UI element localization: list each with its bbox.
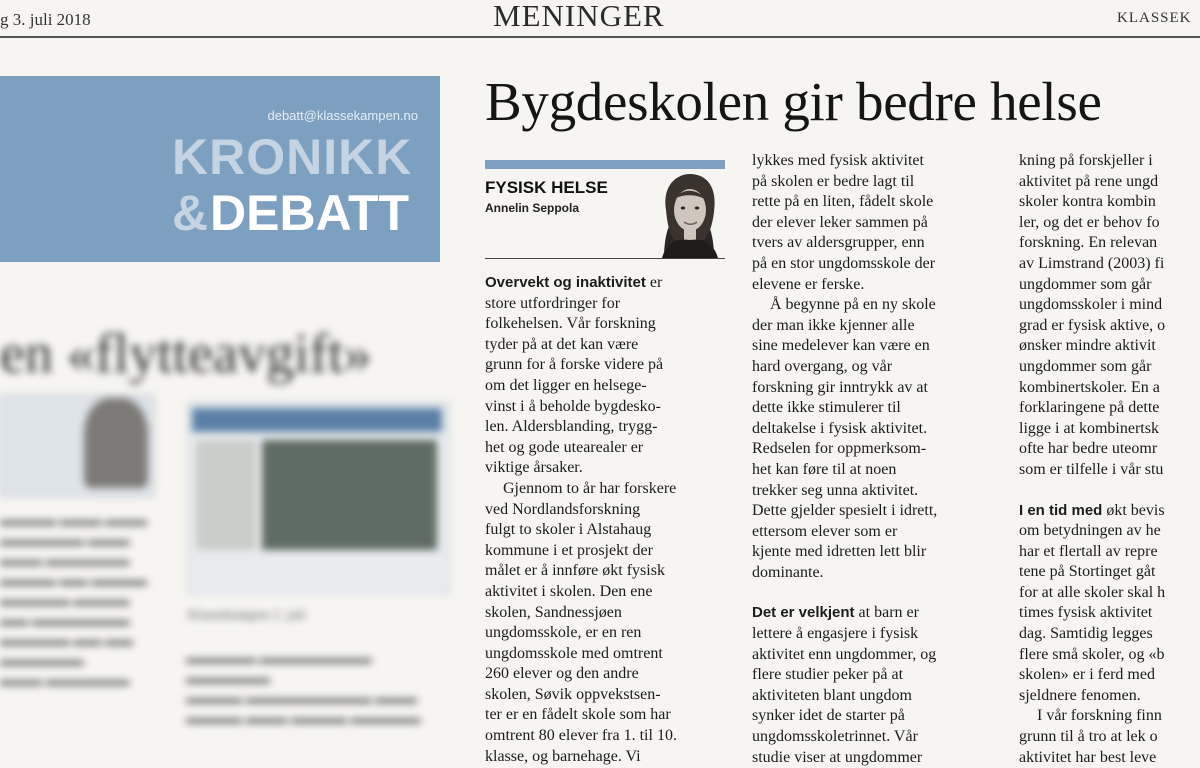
- line-text: 260 elever og den andre: [485, 665, 639, 683]
- debatt-label: DEBATT: [210, 185, 410, 241]
- line-text: folkehelsen. Vår forskning: [485, 315, 656, 333]
- line-text: I vår forskning finn: [1037, 707, 1162, 725]
- ampersand-label: &: [172, 185, 209, 241]
- article-line: [1019, 706, 1200, 727]
- author-name: Annelin Seppola: [485, 201, 580, 215]
- blurred-clipping-text: [196, 440, 256, 550]
- line-text: dominante.: [752, 563, 824, 581]
- article-line: [1019, 562, 1200, 583]
- line-text: kjente med idretten lett blir: [752, 543, 927, 561]
- article-line: [1019, 542, 1200, 563]
- line-text: flere studier peker på at: [752, 666, 904, 684]
- article-line: [752, 563, 1002, 584]
- debate-email: debatt@klassekampen.no: [267, 108, 418, 123]
- line-text: at barn er: [854, 604, 919, 622]
- line-text: ungdomsskoletrinnet. Vår: [752, 728, 918, 746]
- article-column-3: [1019, 151, 1200, 768]
- article-line: [752, 542, 1002, 563]
- line-text: ungdommer som går: [1019, 357, 1152, 375]
- article-line: [485, 582, 735, 603]
- line-text: Å begynne på en ny skole: [770, 296, 936, 314]
- article-line: [1019, 583, 1200, 604]
- line-text: tene på Stortinget gåt: [1019, 563, 1156, 581]
- line-text: len. Aldersblanding, trygg-: [485, 418, 658, 436]
- line-text: trekker seg unna aktivitet.: [752, 481, 919, 499]
- line-text: der elever leker sammen på: [752, 213, 928, 231]
- article-line: [485, 705, 735, 726]
- paragraph-gap: [752, 583, 1002, 603]
- article-line: [485, 664, 735, 685]
- line-text: ler, og det er behov fo: [1019, 213, 1160, 231]
- article-line: [485, 376, 735, 397]
- line-text: aktivitet på rene ungd: [1019, 172, 1159, 190]
- article-line: [752, 439, 1002, 460]
- line-text: der man ikke kjenner alle: [752, 316, 915, 334]
- article-line: [485, 355, 735, 376]
- article-line: [752, 172, 1002, 193]
- line-text: ettersom elever som er: [752, 522, 898, 540]
- line-text: elevene er ferske.: [752, 275, 865, 293]
- article-title: Bygdeskolen gir bedre helse: [485, 71, 1102, 132]
- line-text: forskning. En relevan: [1019, 234, 1158, 252]
- article-line: [485, 685, 735, 706]
- line-text: lykkes med fysisk aktivitet: [752, 152, 924, 169]
- article-line: [752, 419, 1002, 440]
- article-line: [1019, 686, 1200, 707]
- line-text: som er tilfelle i vår stu: [1019, 460, 1164, 478]
- article-line: [485, 603, 735, 624]
- line-text: Gjennom to år har forskere: [503, 479, 677, 497]
- line-text: viktige årsaker.: [485, 459, 583, 477]
- line-text: om betydningen av he: [1019, 522, 1161, 540]
- article-line: [1019, 233, 1200, 254]
- article-line: [1019, 151, 1200, 172]
- line-text: har et flertall av repre: [1019, 542, 1158, 560]
- blurred-headline: en «flytteavgift»: [0, 323, 372, 385]
- line-text: rette på en liten, fådelt skole: [752, 193, 934, 211]
- paragraph-gap: [1019, 481, 1200, 501]
- blurred-text-column-2: ▬▬▬▬▬ ▬▬▬▬▬▬▬▬ ▬▬▬▬▬▬ ▬▬▬▬ ▬▬▬▬▬▬▬▬▬ ▬▬▬ ▬▬▬▬ ▬▬▬ ▬▬▬▬ ▬▬▬▬▬: [186, 652, 421, 727]
- article-line: [752, 254, 1002, 275]
- line-text: hard overgang, og vår: [752, 357, 893, 375]
- line-text: fulgt to skoler i Alstahaug: [485, 521, 652, 539]
- article-line: [485, 458, 735, 479]
- blurred-clipping-header: [192, 408, 442, 432]
- article-line: [752, 357, 1002, 378]
- article-line: [752, 151, 1002, 172]
- article-line: [485, 541, 735, 562]
- line-text: skolen, Søvik oppvekstsen-: [485, 685, 661, 703]
- article-line: [1019, 521, 1200, 542]
- line-text: ved Nordlandsforskning: [485, 500, 641, 518]
- line-text: ungdomsskole med omtrent: [485, 644, 663, 662]
- article-line: [752, 665, 1002, 686]
- article-line: [1019, 665, 1200, 686]
- line-text: sjeldnere fenomen.: [1019, 686, 1141, 704]
- line-text: grunn for å forske videre på: [485, 356, 664, 374]
- byline-accent-bar: [485, 160, 725, 169]
- paragraph-lead: I en tid med: [1019, 501, 1103, 519]
- article-line: [485, 623, 735, 644]
- line-text: skoler kontra kombin: [1019, 193, 1156, 211]
- line-text: ungdommer som går: [1019, 275, 1152, 293]
- author-portrait: [652, 170, 726, 258]
- article-line: [752, 603, 1002, 624]
- kronikk-debatt-box: [0, 76, 440, 262]
- page-date: g 3. juli 2018: [0, 10, 91, 29]
- article-line: [485, 417, 735, 438]
- line-text: forklaringene på dette: [1019, 399, 1160, 417]
- article-line: [485, 294, 735, 315]
- line-text: ligge i at kombinertsk: [1019, 419, 1159, 437]
- paragraph-lead: Det er velkjent: [752, 604, 855, 622]
- article-line: [485, 335, 735, 356]
- kronikk-label: KRONIKK: [172, 129, 413, 185]
- blurred-text-column: ▬▬▬▬ ▬▬▬ ▬▬▬ ▬▬▬▬▬▬ ▬▬▬ ▬▬▬ ▬▬▬▬▬▬ ▬▬▬▬ ▬▬ ▬▬▬▬ ▬▬▬▬▬ ▬▬▬▬ ▬▬ ▬▬▬▬▬▬▬ ▬▬▬▬▬ ▬▬ ▬▬ ▬▬▬▬▬▬ ▬▬▬ ▬▬▬▬▬▬: [0, 514, 147, 689]
- line-text: het og gode utearealer er: [485, 438, 644, 456]
- line-text: om det ligger en helsege-: [485, 376, 647, 394]
- line-text: økt bevis: [1102, 501, 1165, 519]
- article-line: [1019, 172, 1200, 193]
- newspaper-name: KLASSEK: [1117, 10, 1192, 26]
- line-text: ofte har bedre uteomr: [1019, 440, 1158, 458]
- article-line: [1019, 378, 1200, 399]
- article-line: [752, 398, 1002, 419]
- article-line: [1019, 748, 1200, 768]
- article-line: [752, 275, 1002, 296]
- line-text: skolen» er i ferd med: [1019, 666, 1155, 684]
- line-text: tyder på at det kan være: [485, 335, 639, 353]
- article-line: [752, 336, 1002, 357]
- line-text: aktivitet i skolen. Den ene: [485, 582, 653, 600]
- article-line: [485, 314, 735, 335]
- article-line: [1019, 336, 1200, 357]
- line-text: kombinertskoler. En a: [1019, 378, 1160, 396]
- article-line: [752, 645, 1002, 666]
- article-line: [752, 727, 1002, 748]
- article-line: [1019, 603, 1200, 624]
- line-text: forskning gir inntrykk av at: [752, 378, 928, 396]
- line-text: er: [645, 274, 663, 291]
- article-line: [1019, 727, 1200, 748]
- header-divider: [0, 36, 1200, 38]
- article-line: [1019, 419, 1200, 440]
- article-line: [1019, 501, 1200, 522]
- article-line: [1019, 316, 1200, 337]
- byline-topic: FYSISK HELSE: [485, 178, 608, 197]
- article-line: [1019, 645, 1200, 666]
- article-line: [1019, 192, 1200, 213]
- line-text: Redselen for oppmerksom-: [752, 440, 927, 458]
- line-text: aktivitet enn ungdommer, og: [752, 645, 937, 663]
- article-line: [1019, 213, 1200, 234]
- article-column-2: [752, 151, 1002, 768]
- article-line: [752, 316, 1002, 337]
- line-text: store utfordringer for: [485, 294, 621, 312]
- article-line: [1019, 357, 1200, 378]
- article-line: [752, 522, 1002, 543]
- line-text: klasse, og barnehage. Vi: [485, 747, 641, 765]
- article-line: [752, 481, 1002, 502]
- line-text: ter er en fådelt skole som har: [485, 706, 671, 724]
- article-line: [1019, 254, 1200, 275]
- line-text: vinst i å beholde bygdesko-: [485, 397, 661, 415]
- line-text: grunn til å tro at lek o: [1019, 728, 1158, 746]
- line-text: aktiviteten blant ungdom: [752, 686, 912, 704]
- article-line: [752, 233, 1002, 254]
- article-line: [485, 644, 735, 665]
- article-line: [752, 213, 1002, 234]
- article-line: [752, 460, 1002, 481]
- article-line: [1019, 295, 1200, 316]
- article-line: [1019, 398, 1200, 419]
- line-text: ønsker mindre aktivit: [1019, 337, 1156, 355]
- article-line: [1019, 624, 1200, 645]
- article-line: [485, 479, 735, 500]
- line-text: sine medelever kan være en: [752, 337, 930, 355]
- article-line: [752, 295, 1002, 316]
- line-text: aktivitet har best leve: [1019, 748, 1157, 766]
- article-line: [752, 748, 1002, 768]
- paragraph-lead: Overvekt og inaktivitet: [485, 274, 646, 291]
- line-text: synker idet de starter på: [752, 707, 905, 725]
- blurred-caption: Klassekampen 2. juli: [188, 608, 306, 623]
- line-text: ungdomsskoler i mind: [1019, 296, 1163, 314]
- line-text: grad er fysisk aktive, o: [1019, 316, 1166, 334]
- article-line: [752, 501, 1002, 522]
- line-text: het kan føre til at noen: [752, 460, 897, 478]
- line-text: kommune i et prosjekt der: [485, 541, 653, 559]
- line-text: omtrent 80 elever fra 1. til 10.: [485, 727, 677, 745]
- line-text: målet er å innføre økt fysisk: [485, 562, 665, 580]
- section-title: MENINGER: [493, 0, 665, 33]
- line-text: lettere å engasjere i fysisk: [752, 625, 919, 643]
- line-text: times fysisk aktivitet: [1019, 604, 1153, 622]
- article-line: [752, 378, 1002, 399]
- article-line: [485, 438, 735, 459]
- line-text: av Limstrand (2003) fi: [1019, 254, 1165, 272]
- line-text: på en stor ungdomsskole der: [752, 254, 936, 272]
- line-text: deltakelse i fysisk aktivitet.: [752, 419, 928, 437]
- line-text: for at alle skoler skal h: [1019, 583, 1166, 601]
- line-text: skolen, Sandnessjøen: [485, 603, 622, 621]
- line-text: tvers av aldersgrupper, enn: [752, 234, 925, 252]
- article-line: [485, 561, 735, 582]
- article-line: [485, 726, 735, 747]
- article-line: [752, 686, 1002, 707]
- line-text: kning på forskjeller i: [1019, 152, 1153, 169]
- blurred-author-photo: [84, 398, 148, 488]
- line-text: studie viser at ungdommer: [752, 748, 923, 766]
- line-text: dag. Samtidig legges: [1019, 625, 1153, 643]
- article-line: [1019, 275, 1200, 296]
- article-column-1: [485, 273, 735, 767]
- article-line: [752, 624, 1002, 645]
- article-line: [485, 520, 735, 541]
- line-text: Dette gjelder spesielt i idrett,: [752, 502, 938, 520]
- line-text: dette ikke stimulerer til: [752, 399, 901, 417]
- line-text: på skolen er bedre lagt til: [752, 172, 915, 190]
- article-line: [752, 192, 1002, 213]
- article-line: [485, 397, 735, 418]
- line-text: flere små skoler, og «b: [1019, 645, 1165, 663]
- article-line: [485, 273, 735, 294]
- article-line: [1019, 439, 1200, 460]
- line-text: ungdomsskole, er en ren: [485, 624, 642, 642]
- article-line: [1019, 460, 1200, 481]
- article-line: [485, 500, 735, 521]
- blurred-clipping-photo: [262, 440, 437, 550]
- byline-divider: [485, 258, 725, 259]
- article-line: [752, 706, 1002, 727]
